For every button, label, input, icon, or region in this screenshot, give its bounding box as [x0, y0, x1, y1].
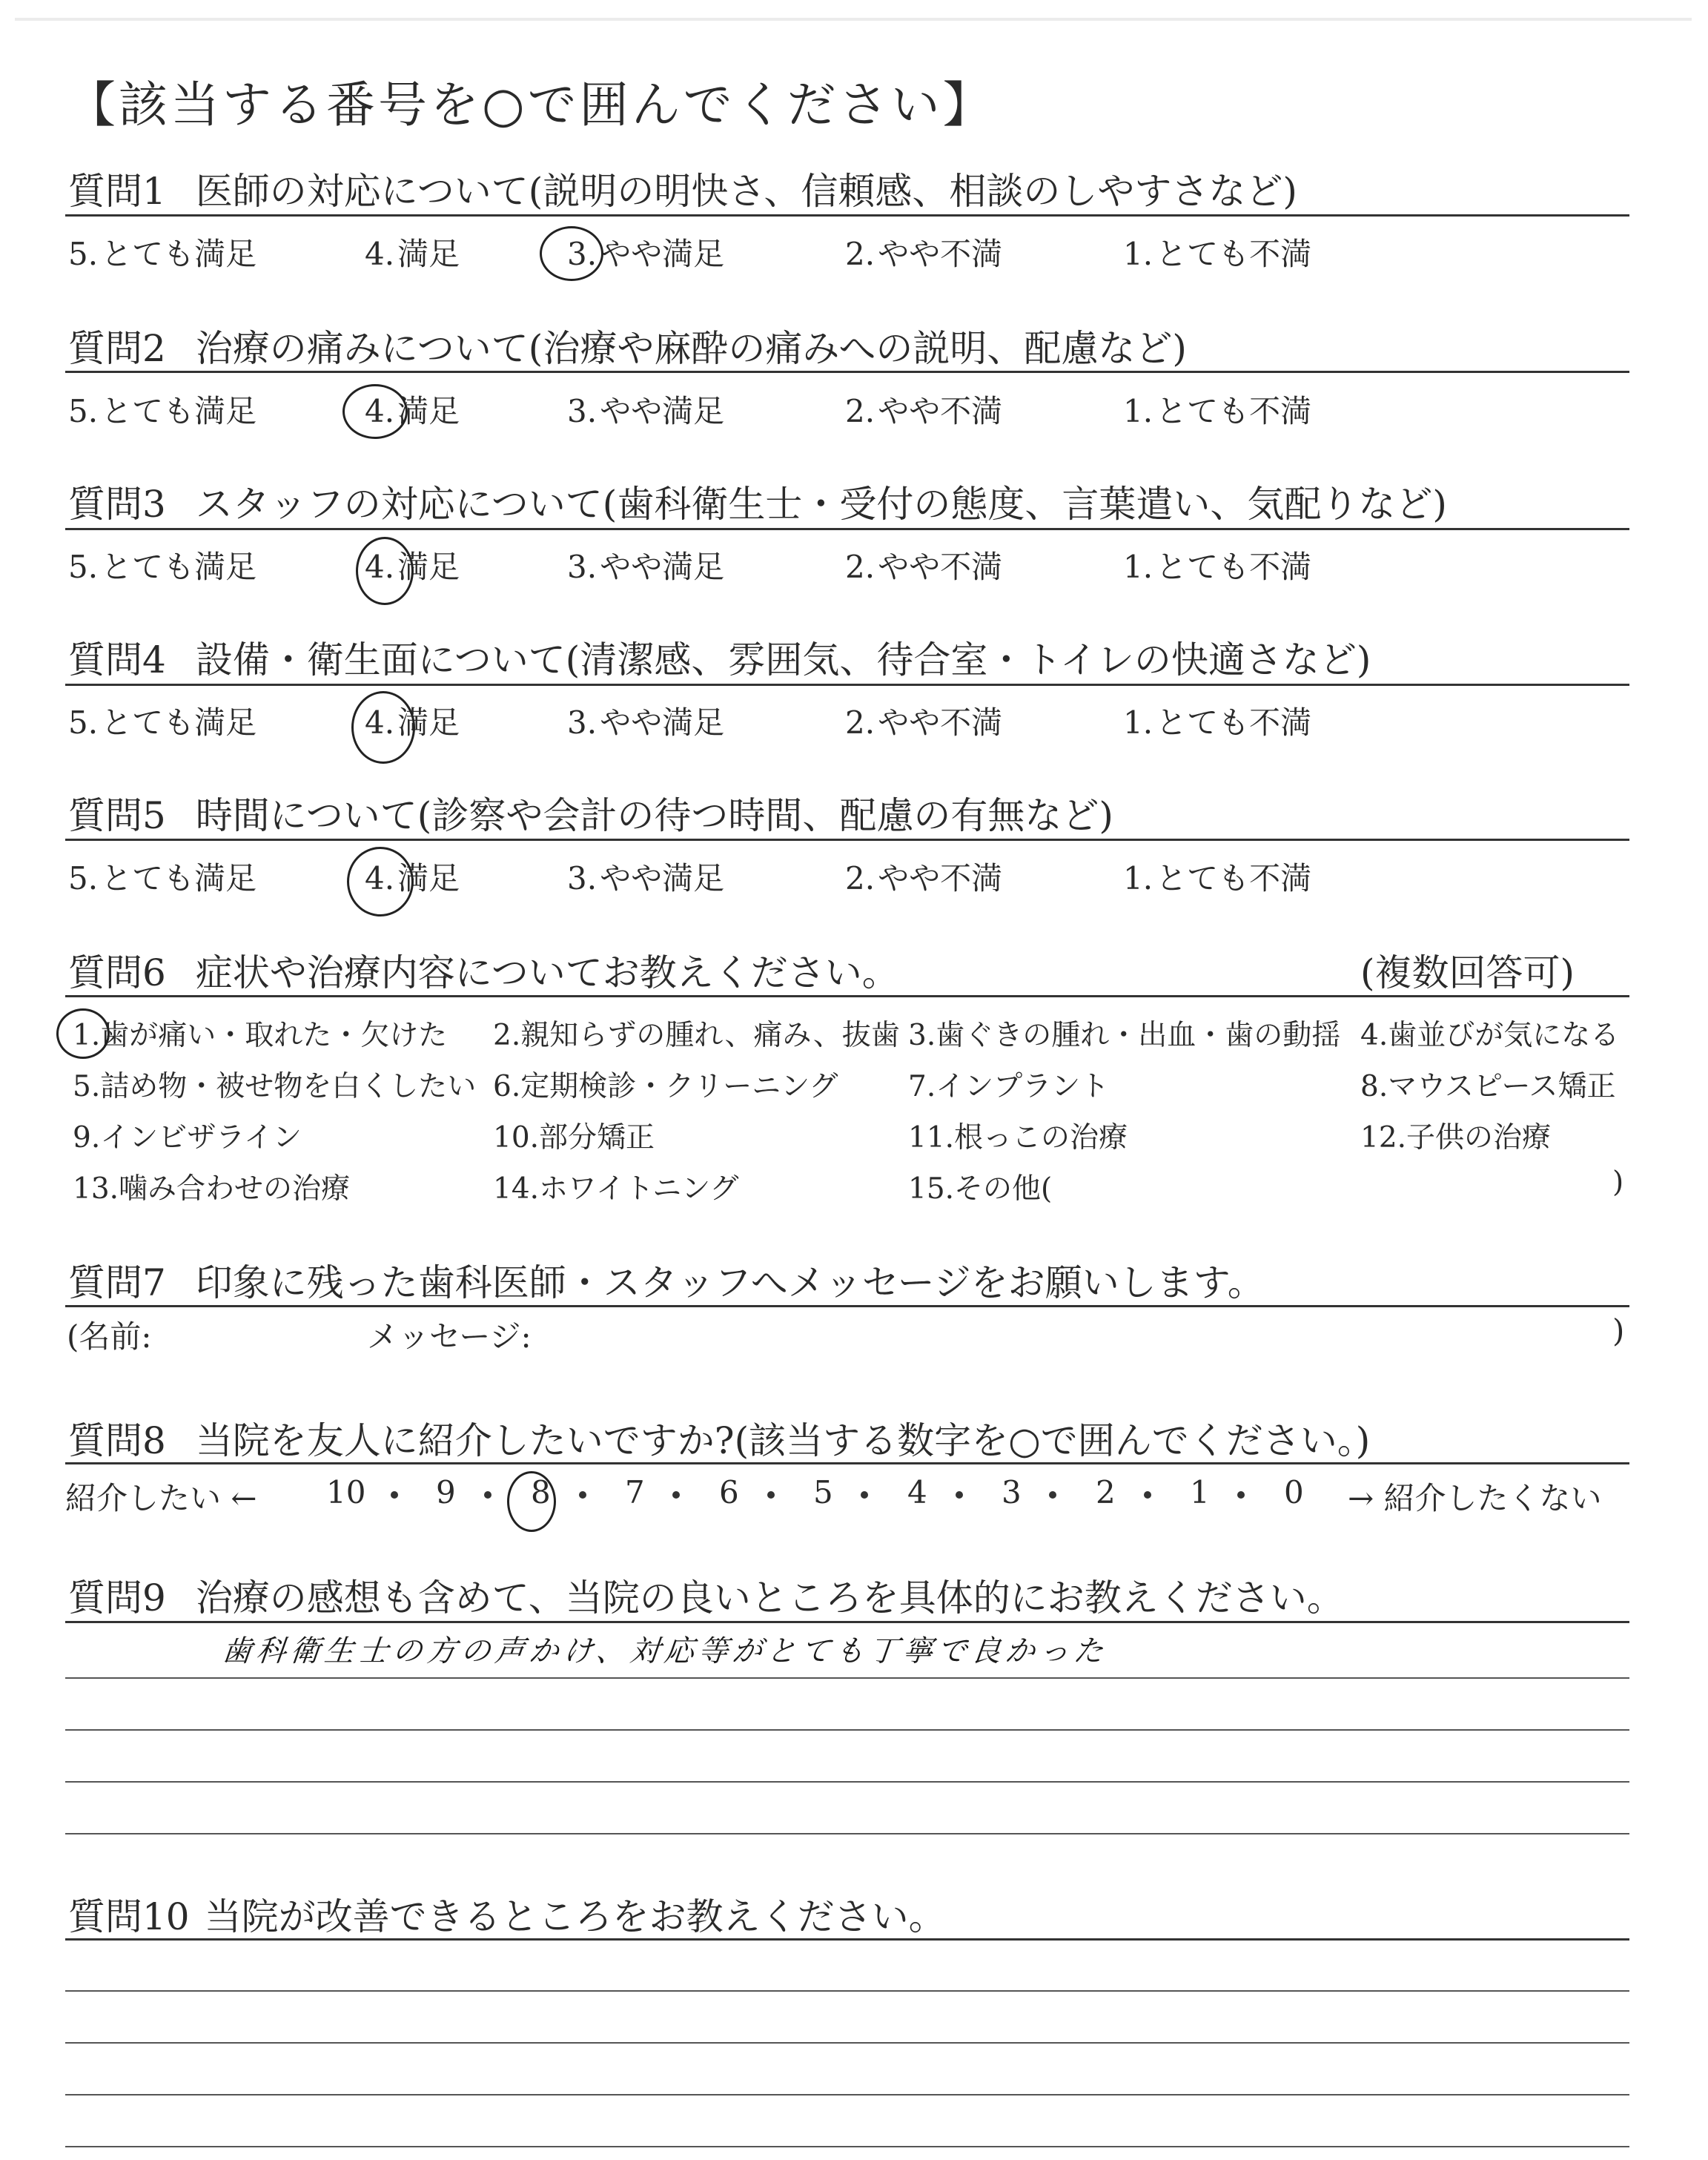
q6-option-11[interactable]: 11.根っこの治療 — [908, 1121, 1128, 1155]
q3-option-5[interactable]: 5.とても満足 — [68, 549, 257, 585]
q10-title — [68, 1887, 946, 1941]
q6-option-12[interactable]: 12.子供の治療 — [1360, 1121, 1552, 1155]
q3-number: 質問3 — [68, 483, 166, 526]
q9-line-1 — [65, 1677, 1629, 1679]
q6-option-15[interactable]: 15.その他( — [908, 1172, 1053, 1206]
q5-number: 質問5 — [68, 794, 166, 837]
q6-text: 症状や治療内容についてお教えください。 — [195, 951, 899, 994]
form-header: 【該当する番号を○で囲んでください】 — [67, 76, 995, 133]
q9-line-3 — [65, 1781, 1629, 1783]
q2-option-4[interactable]: 4.満足 — [365, 393, 460, 429]
q6-option-14[interactable]: 14.ホワイトニング — [493, 1172, 739, 1206]
q8-scale-2[interactable]: 2 — [1096, 1474, 1116, 1510]
q1-text: 医師の対応について(説明の明快さ、信頼感、相談のしやすさなど) — [195, 170, 1297, 213]
q7-text: 印象に残った歯科医師・スタッフへメッセージをお願いします。 — [195, 1261, 1265, 1304]
q2-option-5[interactable]: 5.とても満足 — [68, 393, 257, 429]
q9-text: 治療の感想も含めて、当院の良いところを具体的にお教えください。 — [195, 1576, 1344, 1619]
q9-rule — [65, 1621, 1629, 1623]
q5-option-1[interactable]: 1.とても不満 — [1123, 860, 1312, 896]
q7-number: 質問7 — [68, 1261, 166, 1304]
q7-close: ) — [1612, 1312, 1625, 1349]
q4-option-3[interactable]: 3.やや満足 — [567, 704, 725, 741]
q8-scale-6[interactable]: 6 — [719, 1474, 739, 1510]
q6-option-13[interactable]: 13.噛み合わせの治療 — [73, 1172, 351, 1206]
q6-option-5[interactable]: 5.詰め物・被せ物を白くしたい — [73, 1070, 477, 1103]
q2-option-3[interactable]: 3.やや満足 — [567, 393, 725, 429]
q6-option-1[interactable]: 1.歯が痛い・取れた・欠けた — [73, 1019, 448, 1052]
q6-option-8[interactable]: 8.マウスピース矯正 — [1360, 1070, 1616, 1103]
q6-option-9[interactable]: 9.インビザライン — [73, 1121, 302, 1155]
q8-scale-8[interactable]: 8 — [531, 1474, 551, 1510]
q8-scale-3[interactable]: 3 — [1002, 1474, 1022, 1510]
q1-option-4[interactable]: 4.満足 — [365, 236, 460, 272]
q9-line-2 — [65, 1729, 1629, 1731]
q4-option-1[interactable]: 1.とても不満 — [1123, 704, 1312, 741]
q8-text: 当院を友人に紹介したいですか?(該当する数字を○で囲んでください。) — [195, 1419, 1371, 1462]
q1-option-3[interactable]: 3.やや満足 — [567, 236, 725, 272]
q10-line-3 — [65, 2094, 1629, 2095]
q4-option-4[interactable]: 4.満足 — [365, 704, 460, 741]
q9-number: 質問9 — [68, 1576, 166, 1619]
q3-text: スタッフの対応について(歯科衛生士・受付の態度、言葉遣い、気配りなど) — [195, 483, 1447, 526]
q8-scale-0[interactable]: 0 — [1284, 1474, 1304, 1510]
q1-number: 質問1 — [68, 170, 166, 213]
q2-option-2[interactable]: 2.やや不満 — [845, 393, 1003, 429]
q3-option-4[interactable]: 4.満足 — [365, 549, 460, 585]
q4-text: 設備・衛生面について(清潔感、雰囲気、待合室・トイレの快適さなど) — [195, 638, 1371, 681]
q6-option-3[interactable]: 3.歯ぐきの腫れ・出血・歯の動揺 — [908, 1019, 1341, 1052]
q6-multiple-note: (複数回答可) — [1360, 951, 1575, 994]
q8-scale-5[interactable]: 5 — [813, 1474, 833, 1510]
q8-scale-10[interactable]: 10 — [326, 1474, 366, 1510]
q6-option-4[interactable]: 4.歯並びが気になる — [1360, 1019, 1620, 1052]
q4-number: 質問4 — [68, 638, 166, 681]
q8-scale-9[interactable]: 9 — [436, 1474, 456, 1510]
q1-option-2[interactable]: 2.やや不満 — [845, 236, 1003, 272]
q9-handwritten-answer: 歯科衛生士の方の声かけ、対応等がとても丁寧で良かった — [220, 1634, 1110, 1668]
q7-message-label: メッセージ: — [367, 1318, 532, 1355]
q1-option-5[interactable]: 5.とても満足 — [68, 236, 257, 272]
q10-line-2 — [65, 2042, 1629, 2044]
q8-scale-4[interactable]: 4 — [907, 1474, 927, 1510]
q10-line-4 — [65, 2146, 1629, 2147]
q10-line-1 — [65, 1990, 1629, 1992]
q10-text: 当院が改善できるところをお教えください。 — [204, 1895, 946, 1938]
q10-number: 質問10 — [68, 1895, 190, 1938]
q8-number: 質問8 — [68, 1419, 166, 1462]
q3-option-3[interactable]: 3.やや満足 — [567, 549, 725, 585]
q9-title — [68, 1568, 1344, 1622]
q10-rule — [65, 1938, 1629, 1941]
q6-other-close: ) — [1612, 1166, 1624, 1199]
q2-option-1[interactable]: 1.とても不満 — [1123, 393, 1312, 429]
q7-name-label: (名前: — [67, 1318, 152, 1355]
q5-option-2[interactable]: 2.やや不満 — [845, 860, 1003, 896]
q5-option-4[interactable]: 4.満足 — [365, 860, 460, 896]
q6-option-7[interactable]: 7.インプラント — [908, 1070, 1110, 1103]
q5-text: 時間について(診察や会計の待つ時間、配慮の有無など) — [195, 794, 1113, 837]
q5-option-5[interactable]: 5.とても満足 — [68, 860, 257, 896]
q2-text: 治療の痛みについて(治療や麻酔の痛みへの説明、配慮など) — [195, 327, 1187, 370]
q8-scale-1[interactable]: 1 — [1190, 1474, 1210, 1510]
q6-option-6[interactable]: 6.定期検診・クリーニング — [493, 1070, 838, 1103]
q6-number: 質問6 — [68, 951, 166, 994]
q8-left-label: 紹介したい ← — [65, 1480, 257, 1516]
q9-line-4 — [65, 1833, 1629, 1834]
q1-option-1[interactable]: 1.とても不満 — [1123, 236, 1312, 272]
q5-option-3[interactable]: 3.やや満足 — [567, 860, 725, 896]
q3-option-2[interactable]: 2.やや不満 — [845, 549, 1003, 585]
q4-option-5[interactable]: 5.とても満足 — [68, 704, 257, 741]
q3-option-1[interactable]: 1.とても不満 — [1123, 549, 1312, 585]
q4-option-2[interactable]: 2.やや不満 — [845, 704, 1003, 741]
q8-scale-7[interactable]: 7 — [625, 1474, 645, 1510]
q6-option-2[interactable]: 2.親知らずの腫れ、痛み、抜歯 — [493, 1019, 900, 1052]
q6-option-10[interactable]: 10.部分矯正 — [493, 1121, 655, 1155]
q8-right-label: → 紹介したくない — [1348, 1480, 1602, 1516]
q2-number: 質問2 — [68, 327, 166, 370]
